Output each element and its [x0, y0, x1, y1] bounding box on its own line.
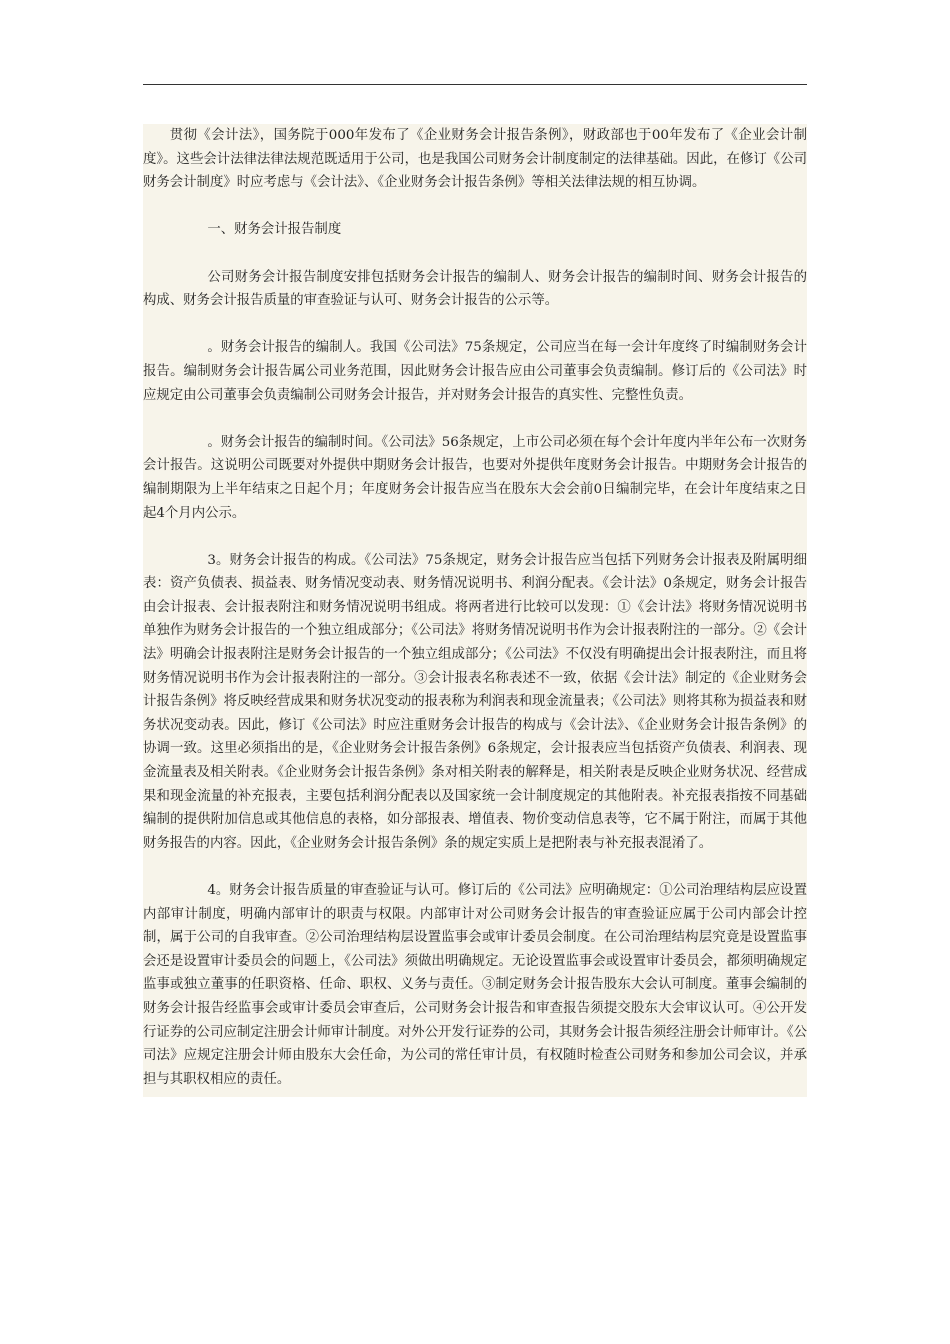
item-3-paragraph: 3。财务会计报告的构成。《公司法》75条规定，财务会计报告应当包括下列财务会计报表及附属明细表：资产负债表、损益表、财务情况变动表、财务情况说明书、利润分配表。《会计法》0条规定，财务会计报告由会计报表、会计报表附注和财务情况说明书组成。将两者进行比较可以发现：①《会计法》将财务情况说明书单独作为财务会计报告的一个独立组成部分；《公司法》将财务情况说明书作为会计报表附注的一部分。②《会计法》明确会计报表附注是财务会计报告的一个独立组成部分；《公司法》不仅没有明确提出会计报表附注，而且将财务情况说明书作为会计报表附注的一部分。③会计报表名称表述不一致，依据《会计法》制定的《企业财务会计报告条例》将反映经营成果和财务状况变动的报表称为利润表和现金流量表；《公司法》则将其称为损益表和财务状况变动表。因此，修订《公司法》时应注重财务会计报告的构成与《会计法》、《企业财务会计报告条例》的协调一致。这里必须指出的是，《企业财务会计报告条例》6条规定，会计报表应当包括资产负债表、利润表、现金流量表及相关附表。《企业财务会计报告条例》条对相关附表的解释是，相关附表是反映企业财务状况、经营成果和现金流量的补充报表，主要包括利润分配表以及国家统一会计制度规定的其他附表。补充报表指按不同基础编制的提供附加信息或其他信息的表格，如分部报表、增值表、物价变动信息表等，它不属于附注，而属于其他财务报告的内容。因此，《企业财务会计报告条例》条的规定实质上是把附表与补充报表混淆了。: [143, 552, 807, 851]
intro-paragraph: 贯彻《会计法》，国务院于000年发布了《企业财务会计报告条例》，财政部也于00年发布了《企业会计制度》。这些会计法律法律法规范既适用于公司，也是我国公司财务会计制度制定的法律基础。因此，在修订《公司财务会计制度》时应考虑与《会计法》、《企业财务会计报告条例》等相关法律法规的相互协调。: [143, 128, 807, 191]
paragraph-gap: [143, 313, 807, 337]
paragraph-gap: [143, 242, 807, 266]
document-body: [143, 124, 807, 1097]
section-heading: 一、财务会计报告制度: [207, 222, 342, 238]
item-2-paragraph: 。财务会计报告的编制时间。《公司法》56条规定，上市公司必须在每个会计年度内半年公布一次财务会计报告。这说明公司既要对外提供中期财务会计报告，也要对外提供年度财务会计报告。中期财务会计报告的编制期限为上半年结束之日起个月；年度财务会计报告应当在股东大会会前0日编制完毕，在会计年度结束之日起4个月内公示。: [143, 434, 807, 521]
item-1-paragraph: 。财务会计报告的编制人。我国《公司法》75条规定，公司应当在每一会计年度终了时编制财务会计报告。编制财务会计报告属公司业务范围，因此财务会计报告应由公司董事会负责编制。修订后的《公司法》时应规定由公司董事会负责编制公司财务会计报告，并对财务会计报告的真实性、完整性负责。: [143, 340, 807, 403]
paragraph-gap: [143, 855, 807, 879]
overview-paragraph: 公司财务会计报告制度安排包括财务会计报告的编制人、财务会计报告的编制时间、财务会计报告的构成、财务会计报告质量的审查验证与认可、财务会计报告的公示等。: [143, 269, 807, 309]
paragraph-gap: [143, 195, 807, 219]
item-4-paragraph: 4。财务会计报告质量的审查验证与认可。修订后的《公司法》应明确规定：①公司治理结构层应设置内部审计制度，明确内部审计的职责与权限。内部审计对公司财务会计报告的审查验证应属于公司内部会计控制，属于公司的自我审查。②公司治理结构层设置监事会或审计委员会制度。在公司治理结构层究竟是设置监事会还是设置审计委员会的问题上，《公司法》须做出明确规定。无论设置监事会或设置审计委员会，都须明确规定监事或独立董事的任职资格、任命、职权、义务与责任。③制定财务会计报告股东大会认可制度。董事会编制的财务会计报告经监事会或审计委员会审查后，公司财务会计报告和审查报告须提交股东大会审议认可。④公开发行证券的公司应制定注册会计师审计制度。对外公开发行证券的公司，其财务会计报告须经注册会计师审计。《公司法》应规定注册会计师由股东大会任命，为公司的常任审计员，有权随时检查公司财务和参加公司会议，并承担与其职权相应的责任。: [143, 883, 807, 1087]
header-rule: [143, 84, 807, 85]
paragraph-gap: [143, 525, 807, 549]
paragraph-gap: [143, 407, 807, 431]
